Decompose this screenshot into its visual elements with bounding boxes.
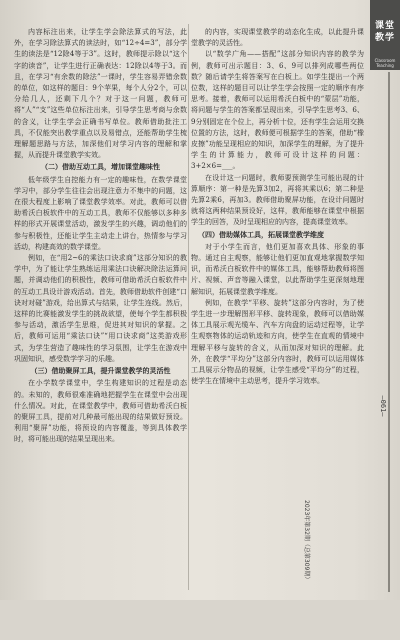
section-heading: （四）借助媒体工具，拓展课堂教学维度 (198, 230, 324, 239)
body-paragraph: 在小学数学课堂中，学生构建知识的过程是动态的。未知的，教师很难准确地把握学生在课堂中会出现什么情况。对此，在课堂教学中，教师可借助希沃白板的聚屏工具，提前对几种最可能出现的结果做好预设。利用“聚屏”功能，将预设的内容覆盖，等到具体教学时，将可能出现的结果呈现出来。 (14, 379, 187, 444)
section-heading: （三）借助聚屏工具，提升课堂教学的灵活性 (30, 367, 171, 376)
issue-info: 2023年第32期（总第309期） (303, 500, 310, 583)
body-paragraph: 例如，在“用2~6的乘法口诀求商”这部分知识的教学中，为了能让学生熟练运用乘法口诀解决除法运算问题，并调动他们的积极性，教师可借助希沃白板软件中的互动工具设计游戏活动。首先，教师借助软件创建“口诀对对碰”游戏，给出算式与结果，让学生连线。然后，这样的比赛能激发学生的挑战欲望，使每个学生都积极参与活动，激活学生思维，促进其对知识的掌握。之后，教师可运用“乘法口诀”“用口诀求商”这类游戏形式，为学生营造了趣味性的学习氛围，让学生在游戏中巩固知识，感受数学学习的乐趣。 (14, 254, 187, 363)
section-heading: （二）借助互动工具，增加课堂趣味性 (41, 163, 160, 172)
body-paragraph: 例如，在教学“平移、旋转”这部分内容时，为了使学生进一步理解图形平移、旋转现象，教师可以借助媒体工具展示观光缆车、汽车方向盘的运动过程等，让学生观察物体的运动轨迹和方向，使学生在直观的情境中理解平移与旋转的含义，从而加深对知识的理解。此外，在教学“平均分”这部分内容时，教师可以运用媒体工具展示分物品的视频，让学生感受“平均分”的过程，使学生在情境中主动思考，提升学习效率。 (191, 298, 364, 386)
right-column (191, 27, 364, 587)
edge-bar (388, 72, 390, 592)
section-tab-subtitle: Classroom Teaching (374, 58, 396, 68)
body-paragraph: 对于小学生而言，他们更加喜欢具体、形象的事物。通过自主观察，能够让他们更加直观地掌握数学知识，而希沃白板软件中的媒体工具，能够帮助教师将图片、视频、声音等融入课堂，以此帮助学生更深刻地理解知识，拓展课堂教学维度。 (191, 242, 364, 296)
section-tab-line2: 教学 (374, 33, 395, 43)
left-column (14, 27, 187, 587)
body-paragraph: 的内容，实现课堂教学的动态化生成，以此提升课堂教学的灵活性。 (191, 28, 364, 48)
body-paragraph: 在设计这一问题时，教师要预测学生可能出现的计算顺序：第一种是先算3加2，再将其乘以6；第二种是先算2乘6，再加3。教师借助聚屏功能，在设计问题时就将这两种结果预设好，这样，教师能够在课堂中根据学生的回答，及时呈现相应的内容，提高课堂效率。 (191, 173, 364, 227)
body-paragraph: 内容标注出来，让学生学会除法算式的写法，此外，在学习除法算式的读法时，如“12÷4=3”，部分学生的读法是“12除4等于3”。这时，教师提示除以“这个字的读音”，让学生进行正确表达：12除以4等于3。而且，在学习“有余数的除法”一课时，学生容易弄错余数的单位，如这样的题目：9个苹果，每个人分2个，可以分给几人，还剩下几个？对于这一问题，教师可将“人”“支”这些单位标注出来，引导学生思考商与余数的含义，让学生学会正确书写单位。教师借助批注工具，不仅能突出教学重点以及易错点，还能帮助学生梳理解题思路与方法，加深他们对学习内容的理解和掌握，从而提升课堂教学实效。 (14, 28, 187, 160)
section-tab-label (370, 20, 400, 44)
page-number: —061— (379, 395, 387, 417)
column-divider (188, 24, 189, 590)
section-tab-line1: 课堂 (374, 21, 395, 31)
body-paragraph: 以“数学广角——搭配”这部分知识内容的教学为例，教师可出示题目：3、6、9可以排列成哪些两位数？随后请学生将答案写在白板上。如学生提出一个两位数，这样的题目可以让学生学会按照一定的顺序有序思考。接着，教师可以运用希沃白板中的“蒙层”功能，将问题与学生的答案都呈现出来，引导学生思考3、6、9分别固定在个位上，再分析十位，还有学生会运用交换位置的方法，这时，教师便可根据学生的答案，借助“橡皮擦”功能呈现相应的知识，加深学生的理解，为了提升学生的计算能力，教师可设计这样的问题：3+2×6=___。 (191, 50, 364, 171)
body-paragraph: 低年级学生自控能力有一定的趣味性，在数学课堂学习中，部分学生往往会出现注意力不集中的问题，这在很大程度上影响了课堂教学效率。对此，教师可以借助希沃白板软件中的互动工具，教师不仅能够以多种多样的形式开展课堂活动，激发学生的兴趣，调动他们的参与积极性，还能让学生主动走上讲台，热情参与学习活动，构建高效的数学课堂。 (14, 175, 187, 251)
